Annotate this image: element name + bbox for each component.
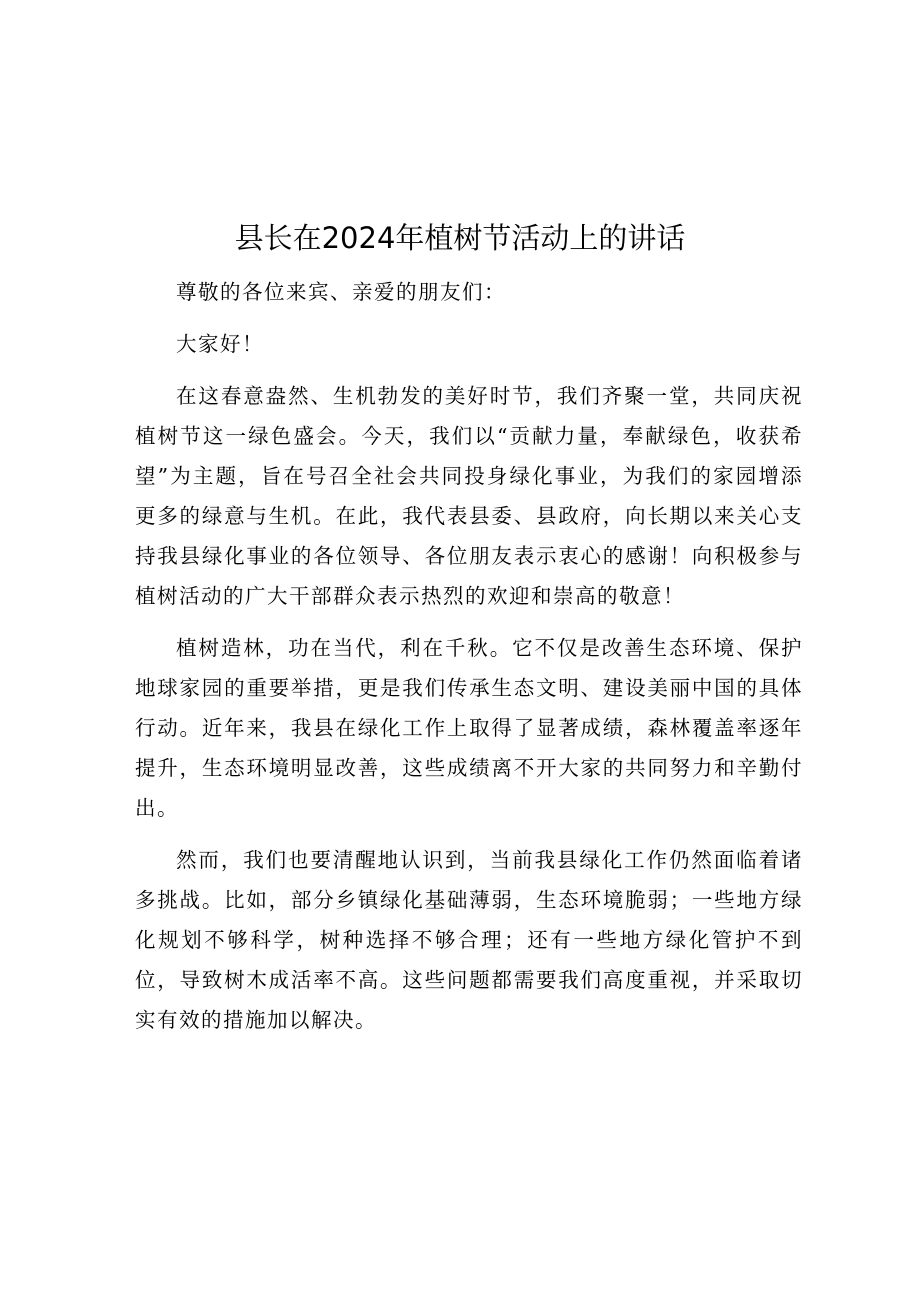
paragraph-greeting: 尊敬的各位来宾、亲爱的朋友们：	[176, 280, 506, 304]
paragraph-afforestation: 植树造林，功在当代，利在千秋。它不仅是改善生态环境、保护地球家园的重要举措，更是我们传承生态文明、建设美丽中国的具体行动。近年来，我县在绿化工作上取得了显著成绩，森林覆盖率逐年提升，生态环境明显改善，这些成绩离不开大家的共同努力和辛勤付出。	[135, 636, 803, 820]
paragraph-challenges: 然而，我们也要清醒地认识到，当前我县绿化工作仍然面临着诸多挑战。比如，部分乡镇绿化基础薄弱，生态环境脆弱；一些地方绿化规划不够科学，树种选择不够合理；还有一些地方绿化管护不到位，导致树木成活率不高。这些问题都需要我们高度重视，并采取切实有效的措施加以解决。	[135, 848, 803, 1032]
document-body	[135, 272, 803, 1052]
paragraph-celebration: 在这春意盎然、生机勃发的美好时节，我们齐聚一堂，共同庆祝植树节这一绿色盛会。今天，我们以“贡献力量，奉献绿色，收获希望”为主题，旨在号召全社会共同投身绿化事业，为我们的家园增添更多的绿意与生机。在此，我代表县委、县政府，向长期以来关心支持我县绿化事业的各位领导、各位朋友表示衷心的感谢！向积极参与植树活动的广大干部群众表示热烈的欢迎和崇高的敬意！	[135, 384, 803, 608]
document-title: 县长在2024年植树节活动上的讲话	[234, 221, 686, 255]
paragraph-hello: 大家好！	[176, 332, 264, 356]
